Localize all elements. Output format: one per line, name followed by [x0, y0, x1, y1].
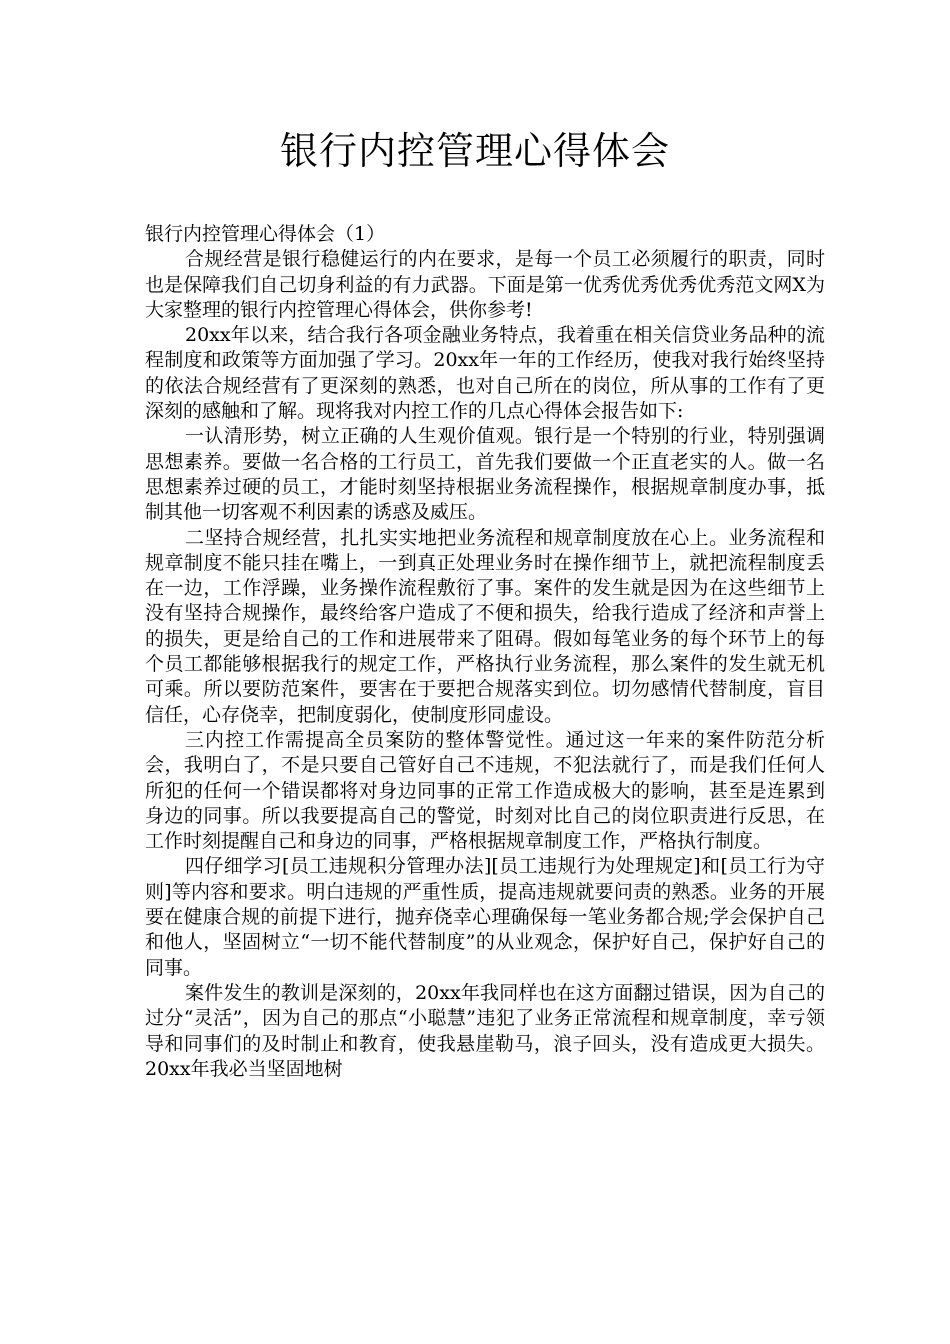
paragraph-intro: 合规经营是银行稳健运行的内在要求，是每一个员工必须履行的职责，同时也是保障我们自己切身利益的有力武器。下面是第一优秀优秀优秀优秀范文网X为大家整理的银行内控管理心得体会，供你参考! [145, 248, 825, 321]
paragraph-point-three: 三内控工作需提高全员案防的整体警觉性。通过这一年来的案件防范分析会，我明白了，不是只要自己管好自己不违规，不犯法就行了，而是我们任何人所犯的任何一个错误都将对身边同事的正常工作造成极大的影响，甚至是连累到身边的同事。所以我要提高自己的警觉，时刻对比自己的岗位职责进行反思，在工作时刻提醒自己和身边的同事，严格根据规章制度工作，严格执行制度。 [145, 728, 825, 853]
paragraph-lessons: 案件发生的教训是深刻的，20xx年我同样也在这方面翻过错误，因为自己的过分“灵活”，因为自己的那点“小聪慧”违犯了业务正常流程和规章制度，幸亏领导和同事们的及时制止和教育，使我悬崖勒马，浪子回头，没有造成更大损失。20xx年我必当坚固地树 [145, 981, 825, 1080]
section-heading: 银行内控管理心得体会（1） [145, 223, 386, 245]
paragraph-point-one: 一认清形势，树立正确的人生观价值观。银行是一个特别的行业，特别强调思想素养。要做一名合格的工行员工，首先我们要做一个正直老实的人。做一名思想素养过硬的员工，才能时刻坚持根据业务流程操作，根据规章制度办事，抵制其他一切客观不利因素的诱惑及威压。 [145, 425, 825, 524]
document-title: 银行内控管理心得体会 [279, 129, 670, 173]
document-body [145, 222, 825, 1082]
paragraph-overview: 20xx年以来，结合我行各项金融业务特点，我着重在相关信贷业务品种的流程制度和政策等方面加强了学习。20xx年一年的工作经历，使我对我行始终坚持的依法合规经营有了更深刻的熟悉，也对自己所在的岗位，所从事的工作有了更深刻的感触和了解。现将我对内控工作的几点心得体会报告如下: [145, 324, 825, 423]
paragraph-point-four: 四仔细学习[员工违规积分管理办法][员工违规行为处理规定]和[员工行为守则]等内容和要求。明白违规的严重性质，提高违规就要问责的熟悉。业务的开展要在健康合规的前提下进行，抛弃侥幸心理确保每一笔业务都合规;学会保护自己和他人，坚固树立“一切不能代替制度”的从业观念，保护好自己，保护好自己的同事。 [145, 855, 825, 979]
paragraph-point-two: 二坚持合规经营，扎扎实实地把业务流程和规章制度放在心上。业务流程和规章制度不能只挂在嘴上，一到真正处理业务时在操作细节上，就把流程制度丢在一边，工作浮躁，业务操作流程敷衍了事。案件的发生就是因为在这些细节上没有坚持合规操作，最终给客户造成了不便和损失，给我行造成了经济和声誉上的损失，更是给自己的工作和进展带来了阻碍。假如每笔业务的每个环节上的每个员工都能够根据我行的规定工作，严格执行业务流程，那么案件的发生就无机可乘。所以要防范案件，要害在于要把合规落实到位。切勿感情代替制度，盲目信任，心存侥幸，把制度弱化，使制度形同虚设。 [145, 526, 825, 726]
